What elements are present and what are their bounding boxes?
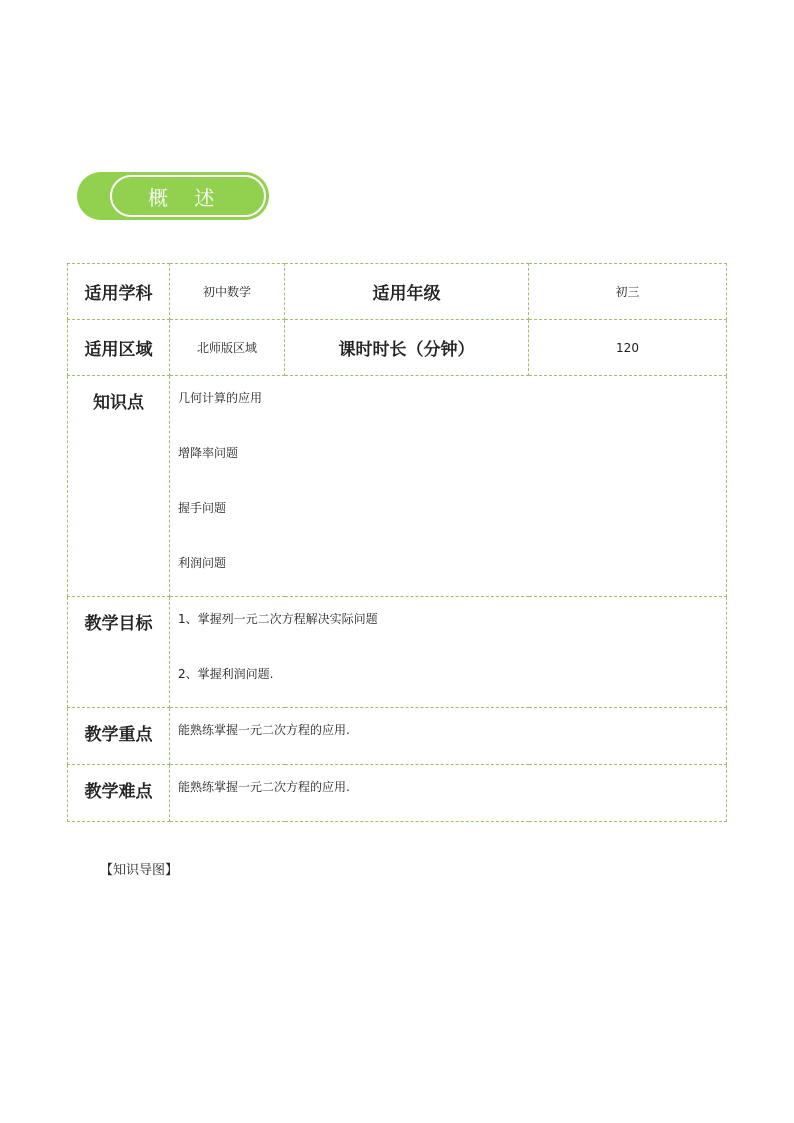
grade-label: 适用年级 — [285, 264, 529, 320]
key-points-text: 能熟练掌握一元二次方程的应用. — [178, 723, 350, 737]
knowledge-content — [170, 376, 727, 597]
course-info-table — [67, 263, 727, 822]
subject-label: 适用学科 — [68, 264, 170, 320]
table-row — [68, 376, 727, 597]
table-row — [68, 708, 727, 765]
section-header-title-box — [110, 175, 266, 217]
section-header-title: 概 述 — [148, 185, 225, 210]
list-item: 握手问题 — [178, 501, 227, 515]
table-row — [68, 264, 727, 320]
duration-label: 课时时长（分钟） — [285, 320, 529, 376]
difficulties-content — [170, 765, 727, 822]
list-item: 利润问题 — [178, 556, 227, 570]
knowledge-map-heading: 【知识导图】 — [100, 863, 179, 878]
difficulties-text: 能熟练掌握一元二次方程的应用. — [178, 780, 350, 794]
list-item: 1、掌握列一元二次方程解决实际问题 — [178, 612, 378, 626]
list-item: 增降率问题 — [178, 446, 239, 460]
goals-label: 教学目标 — [68, 597, 170, 708]
list-item: 2、掌握利润问题. — [178, 667, 274, 681]
duration-value: 120 — [529, 320, 727, 376]
table-row — [68, 320, 727, 376]
subject-value: 初中数学 — [170, 264, 285, 320]
key-points-label: 教学重点 — [68, 708, 170, 765]
grade-value: 初三 — [529, 264, 727, 320]
region-label: 适用区域 — [68, 320, 170, 376]
table-row — [68, 597, 727, 708]
difficulties-label: 教学难点 — [68, 765, 170, 822]
knowledge-label: 知识点 — [68, 376, 170, 597]
table-row — [68, 765, 727, 822]
goals-content — [170, 597, 727, 708]
list-item: 几何计算的应用 — [178, 391, 263, 405]
region-value: 北师版区域 — [170, 320, 285, 376]
key-points-content — [170, 708, 727, 765]
